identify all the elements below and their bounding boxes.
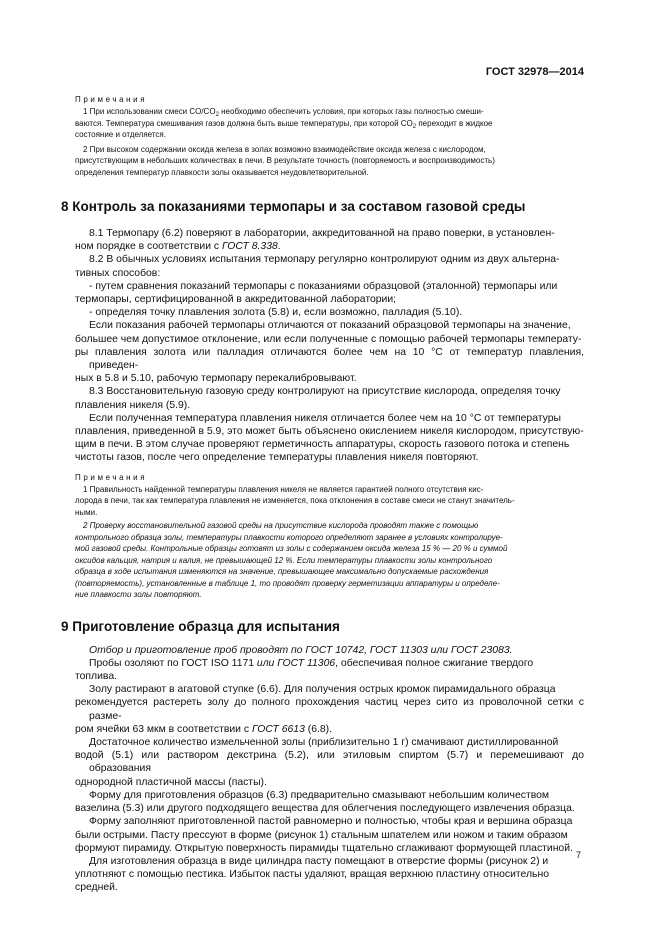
text: .	[277, 241, 281, 253]
note-text: ными.	[75, 507, 98, 517]
text: водой (5.1) или раствором декстрина (5.2), или этиловым спиртом (5.7) и перемешивают до образования	[75, 750, 584, 775]
note-text: 1 При использовании смеси CO/CO	[83, 107, 216, 116]
text: Для изготовления образца в виде цилиндра пасту помещают в отверстие формы (рисунок 2) и	[89, 855, 549, 867]
notes-title: Примечания	[75, 472, 148, 482]
text: ных в 5.8 и 5.10, рабочую термопару перекалибровывают.	[75, 373, 357, 385]
note-text: мой газовой среды. Контрольные образцы готовят из золы с содержанием оксида железа 15 % — 20 % и суммой	[75, 544, 508, 554]
text: 8.3 Восстановительную газовую среду контролируют на присутствие кислорода, определяя точку	[89, 386, 561, 398]
subscript: 2	[215, 112, 219, 118]
text: ном порядке в соответствии с	[75, 241, 222, 253]
section-8-body	[75, 227, 584, 465]
note-text: оксидов кальция, натрия и калия, не превышающей 12 %. Если температуры плавкости золы контрольного	[75, 555, 493, 565]
paragraph-filling	[75, 815, 584, 855]
paragraph-grinding	[75, 683, 584, 736]
text: средней.	[75, 882, 118, 894]
notes-block-1	[75, 95, 584, 178]
notes-title: Примечания	[75, 95, 148, 104]
notes-block-2	[75, 473, 584, 601]
text: большее чем допустимое отклонение, или если полученные с помощью рабочей термопары температу-	[75, 333, 582, 345]
text: - определяя точку плавления золота (5.8) и, если возможно, палладия (5.10).	[89, 307, 463, 319]
text: формуют пирамиду. Открытую поверхность пирамиды тщательно сглаживают формующей пластиной.	[75, 842, 573, 854]
text: Золу растирают в агатовой ступке (6.6). Для получения острых кромок пирамидального образца	[89, 684, 556, 696]
note-text: 1 Правильность найденной температуры плавления никеля не является гарантией полного отсутствия кис-	[83, 484, 484, 494]
note-text: образца в ходе испытания изменяются на значение, превышающее максимально допускаемые расхождения	[75, 567, 489, 577]
text: уплотняют с помощью пестика. Избыток пасты удаляют, вращая верхнюю пластину относительно	[75, 869, 549, 881]
text: Отбор и приготовление проб проводят по ГОСТ 10742, ГОСТ 11303 или ГОСТ 23083.	[89, 644, 513, 656]
text: , обеспечивая полное сжигание твердого	[335, 657, 534, 669]
paragraph-mould	[75, 789, 584, 815]
text: чистоты газов, после чего определение температуры плавления никеля повторяют.	[75, 452, 479, 464]
text: Пробы озоляют по ГОСТ ISO 1171	[89, 657, 257, 669]
note-text: контрольного образца золы, температуры плавкости которого определяют заранее в условиях контролируе-	[75, 532, 503, 542]
text: топлива.	[75, 671, 117, 683]
text: Если полученная температура плавления никеля отличается более чем на 10 °С от температуры	[89, 412, 561, 424]
text: ры плавления золота или палладия отличаются более чем на 10 °С от температур плавления, приведен-	[75, 346, 584, 372]
text: Форму заполняют приготовленной пастой равномерно и полностью, чтобы края и вершина образца	[89, 816, 573, 828]
note-text: ние плавкости золы повторяют.	[75, 590, 202, 600]
note-text: состояние и отделяется.	[75, 130, 166, 139]
paragraph-deviation	[75, 319, 584, 385]
note-2	[75, 144, 584, 179]
paragraph-sampling	[75, 644, 584, 657]
text: тивных способов:	[75, 267, 161, 279]
subscript: 2	[412, 123, 417, 130]
text: рекомендуется растереть золу до полного прохождения частиц через сито из проволочной сетки с разме-	[75, 697, 584, 722]
text: плавления никеля (5.9).	[75, 399, 191, 411]
page-content	[61, 95, 584, 895]
text: Достаточное количество измельченной золы (приблизительно 1 г) смачивают дистиллированной	[89, 737, 559, 749]
note-1	[75, 106, 584, 141]
text: плавления, приведенной в 5.9, это может быть объяснено окислением никеля кислородом, присутствую-	[75, 426, 584, 438]
section-9-body	[75, 644, 584, 895]
text: ром ячейки 63 мкм в соответствии с	[75, 723, 252, 735]
note-text: присутствующим в небольших количествах в печи. В результате точность (повторяемость и воспроизводимость)	[75, 156, 495, 165]
document-code: ГОСТ 32978—2014	[485, 66, 584, 78]
note-2	[75, 520, 584, 601]
paragraph-8-3	[75, 385, 584, 411]
text: (6.8).	[304, 723, 332, 735]
text: однородной пластичной массы (пасты).	[75, 776, 267, 788]
paragraph-cylinder	[75, 855, 584, 895]
text: 8.2 В обычных условиях испытания термопару регулярно контролируют одним из двух альтерна-	[89, 254, 560, 266]
paragraph-wetting	[75, 736, 584, 789]
note-1	[75, 484, 584, 519]
paragraph-ashing	[75, 657, 584, 683]
page-number: 7	[575, 850, 581, 860]
section-8-heading: 8 Контроль за показаниями термопары и за составом газовой среды	[61, 199, 526, 214]
text: Если показания рабочей термопары отличаются от показаний образцовой термопары на значение,	[89, 320, 571, 332]
text: Форму для приготовления образцов (6.3) предварительно смазывают небольшим количеством	[89, 789, 550, 801]
note-text: необходимо обеспечить условия, при которых газы полностью смеши-	[218, 107, 484, 116]
paragraph-8-2	[75, 253, 584, 279]
standard-reference: ГОСТ 8.338	[221, 241, 278, 253]
list-item	[75, 306, 584, 319]
note-text: 2 Проверку восстановительной газовой среды на присутствие кислорода проводят также с помощью	[83, 521, 479, 531]
note-text: переходит в жидкое	[416, 118, 493, 128]
section-9-heading: 9 Приготовление образца для испытания	[61, 618, 340, 634]
text: термопары, сертифицированной в аккредитованной лаборатории;	[75, 294, 397, 306]
note-text: лорода в печи, так как температура плавления не изменяется, пока отклонения в составе смеси не станут значитель-	[75, 496, 515, 506]
text: были острыми. Пасту прессуют в форме (рисунок 1) стальным шпателем или ножом и таким образом	[75, 829, 568, 841]
note-text: (повторяемость), установленные в таблице 1, то проводят проверку герметизации аппаратуры и определе-	[75, 578, 500, 588]
text: вазелина (5.3) или другого подходящего вещества для облегчения последующего извлечения образца.	[75, 803, 575, 815]
list-item	[75, 280, 584, 306]
note-text: 2 При высоком содержании оксида железа в золах возможно взаимодействие оксида железа с кислородом,	[83, 144, 486, 154]
standard-reference: ГОСТ 6613	[251, 723, 305, 735]
paragraph-nickel	[75, 412, 584, 465]
standard-reference: или ГОСТ 11306	[256, 657, 336, 669]
text: 8.1 Термопару (6.2) поверяют в лаборатории, аккредитованной на право поверки, в установлен-	[89, 228, 555, 239]
note-text: определения температур плавкости золы оказывается неудовлетворительной.	[75, 167, 369, 177]
text: щим в печи. В этом случае проверяют герметичность аппаратуры, скорость газового потока и степень	[75, 439, 570, 451]
text: - путем сравнения показаний термопары с показаниями образцовой (эталонной) термопары или	[89, 280, 558, 292]
paragraph-8-1	[75, 227, 584, 253]
note-text: ваются. Температура смешивания газов должна быть выше температуры, при которой CO	[75, 118, 413, 128]
